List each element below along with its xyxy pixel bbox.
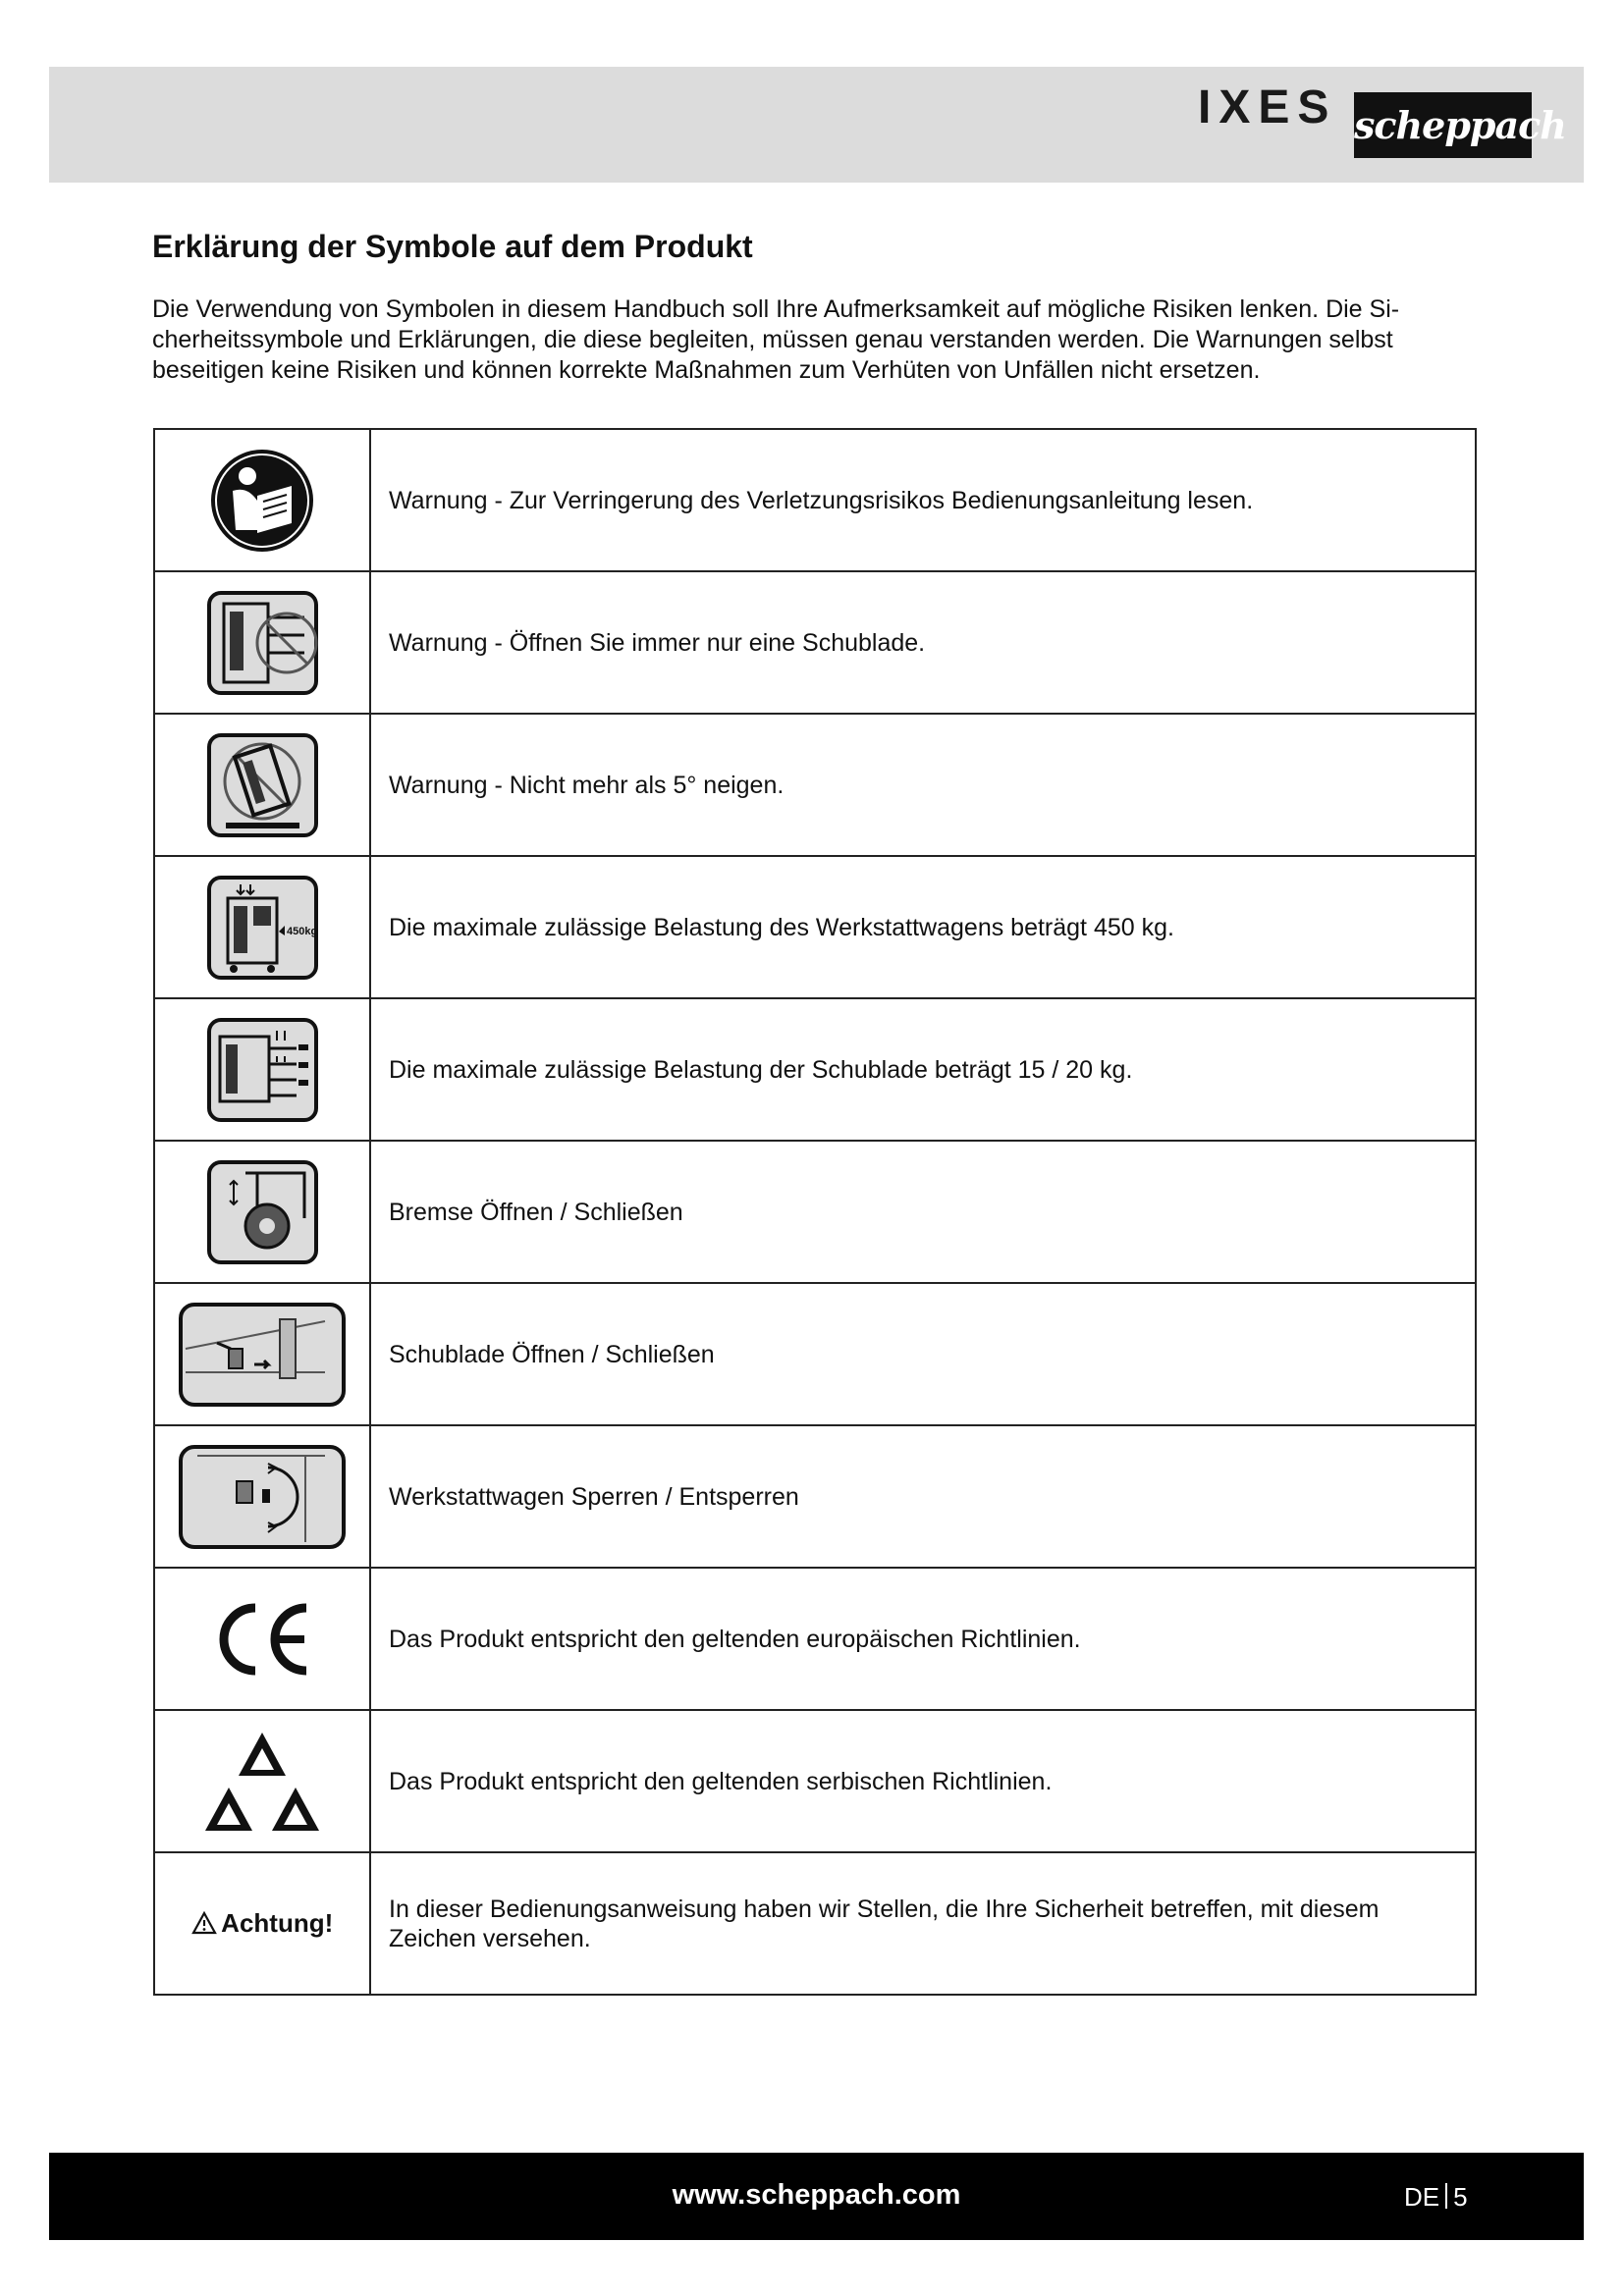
page-indicator [1404,2182,1468,2213]
table-row [154,1852,1476,1995]
symbol-description: In dieser Bedienungsanweisung haben wir Stellen, die Ihre Sicherheit betreffen, mit diesem Zeichen versehen. [370,1852,1476,1995]
table-row [154,1141,1476,1283]
lock-unlock-icon [178,1444,347,1550]
icon-cell [154,1425,370,1568]
symbol-description: Das Produkt entspricht den geltenden europäischen Richtlinien. [370,1568,1476,1710]
symbol-description: Das Produkt entspricht den geltenden serbischen Richtlinien. [370,1710,1476,1852]
table-row [154,1425,1476,1568]
page-number: 5 [1453,2182,1468,2212]
symbol-description: Die maximale zulässige Belastung des Werkstattwagens beträgt 450 kg. [370,856,1476,998]
max-load-drawer-icon [206,1017,319,1123]
website-link[interactable]: www.scheppach.com [672,2179,961,2211]
no-tilt-icon [206,732,319,838]
icon-cell [154,1283,370,1425]
max-load-cart-icon [206,875,319,981]
table-row [154,714,1476,856]
symbol-description: Die maximale zulässige Belastung der Schublade beträgt 15 / 20 kg. [370,998,1476,1141]
symbol-description: Bremse Öffnen / Schließen [370,1141,1476,1283]
one-drawer-icon [206,590,319,696]
table-row [154,571,1476,714]
ixes-logo: IXES [1198,81,1337,133]
ce-mark-icon [208,1600,316,1679]
scheppach-logo [1354,92,1566,158]
icon-cell [154,429,370,571]
table-row [154,1283,1476,1425]
read-manual-icon [208,447,316,555]
icon-cell [154,998,370,1141]
serbian-conformity-icon [201,1727,323,1837]
symbol-description: Schublade Öffnen / Schließen [370,1283,1476,1425]
table-row [154,429,1476,571]
page-title: Erklärung der Symbole auf dem Produkt [152,229,753,264]
icon-cell [154,714,370,856]
icon-cell [154,856,370,998]
icon-cell [154,1141,370,1283]
icon-cell [154,571,370,714]
page-separator [1445,2183,1447,2209]
icon-cell [154,1710,370,1852]
language-code: DE [1404,2182,1440,2212]
icon-cell [154,1852,370,1995]
table-row [154,1568,1476,1710]
achtung-label: Achtung! [221,1908,334,1938]
table-row [154,856,1476,998]
brake-icon [206,1159,319,1265]
scheppach-logo-text: scheppach [1354,103,1566,147]
warning-triangle-icon [191,1911,217,1935]
symbols-table [153,428,1477,1996]
symbol-description: Werkstattwagen Sperren / Entsperren [370,1425,1476,1568]
intro-paragraph: Die Verwendung von Symbolen in diesem Handbuch soll Ihre Aufmerksamkeit auf mögliche Risiken lenken. Die Si-cherheitssymbole und Erklärungen, die diese begleiten, müssen genau verstanden werden. Die Warnungen selbst beseitigen keine Risiken und können korrekte Maßnahmen zum Verhüten von Unfällen nicht ersetzen. [152,295,1400,384]
load-label: 450kg [286,925,317,937]
symbol-description: Warnung - Öffnen Sie immer nur eine Schublade. [370,571,1476,714]
icon-cell [154,1568,370,1710]
symbol-description: Warnung - Zur Verringerung des Verletzungsrisikos Bedienungsanleitung lesen. [370,429,1476,571]
symbol-description: Warnung - Nicht mehr als 5° neigen. [370,714,1476,856]
page-footer [49,2153,1584,2240]
table-row [154,1710,1476,1852]
drawer-open-close-icon [178,1302,347,1408]
table-row [154,998,1476,1141]
